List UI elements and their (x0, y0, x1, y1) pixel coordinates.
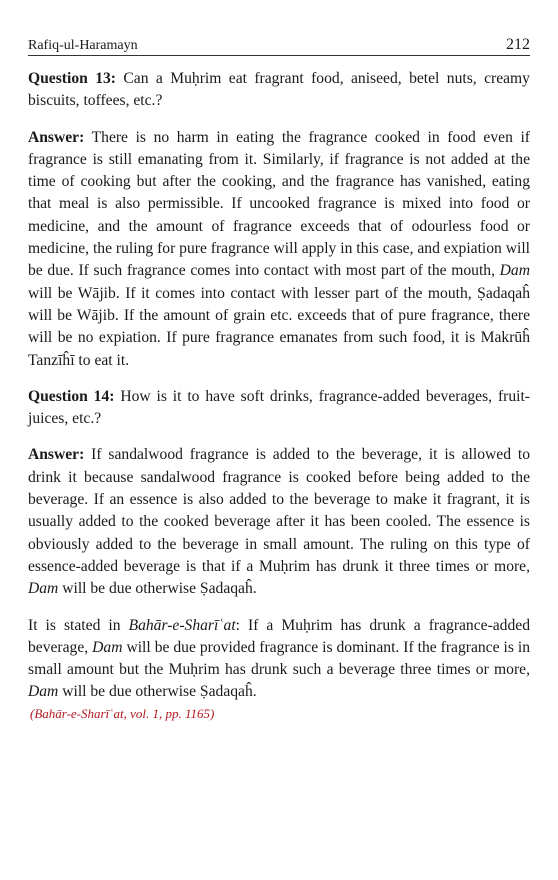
answer-13 (28, 127, 530, 372)
answer-14-text-2: will be due otherwise Ṣadaqaĥ. (58, 580, 257, 598)
answer-14-label: Answer: (28, 446, 85, 464)
page-header (28, 28, 530, 54)
quote-text-1: It is stated in (28, 616, 129, 634)
question-13-text: Can a Muḥrim eat fragrant food, aniseed, betel nuts, creamy biscuits, toffees, etc.? (28, 70, 530, 110)
page-body (28, 62, 530, 722)
bahar-quote-paragraph (28, 615, 530, 704)
answer-13-text-2: will be Wājib. If it comes into contact with lesser part of the mouth, Ṣadaqaĥ will be Wājib. If the amount of grain etc. exceeds that of pure fragrance, there will be no expiation. If pure fragrance emanates from such food, it is Makrūĥ Tanzīĥī to eat it. (28, 284, 530, 369)
book-title: Bahār-e-Sharīʿat (128, 616, 236, 634)
question-13-label: Question 13: (28, 70, 116, 87)
quote-text-3: will be due provided fragrance is dominant. If the fragrance is in small amount but the Muḥrim has drunk such a beverage three times or more, (28, 638, 530, 679)
quote-text-2: : If a Muḥrim has drunk a fragrance-added beverage, (28, 616, 530, 656)
question-14-label: Question 14: (28, 387, 115, 405)
answer-13-label: Answer: (28, 128, 85, 146)
answer-13-text-1: There is no harm in eating the fragrance cooked in food even if fragrance is still emanating from it. Similarly, if fragrance is not added at the time of cooking but after the cooking, and the fragrance has vanished, eating that meal is also permissible. If uncooked fragrance is mixed into food or medicine, and the amount of fragrance exceeds that of odourless food or medicine, the ruling for pure fragrance will apply in this case, and expiation will be due. If such fragrance comes into contact with most part of the mouth, (28, 128, 530, 280)
quote-text-4: will be due otherwise Ṣadaqaĥ. (58, 683, 257, 701)
quote-dam-1: Dam (92, 638, 123, 656)
answer-13-dam: Dam (499, 262, 530, 280)
question-13 (28, 68, 530, 113)
answer-14 (28, 444, 530, 600)
header-rule (28, 55, 530, 56)
page-number: 212 (506, 36, 530, 53)
question-14-text: How is it to have soft drinks, fragrance-added beverages, fruit-juices, etc.? (28, 387, 530, 428)
answer-14-text-1: If sandalwood fragrance is added to the beverage, it is allowed to drink it because sandalwood fragrance is cooked before being added to the beverage. If an essence is also added to the beverage to make it fragrant, it is usually added to the cooked beverage after it has been cooled. The essence is obviously added to the beverage in small amount. The ruling on this type of essence-added beverage is that if a Muḥrim has drunk it three times or more, (28, 446, 530, 575)
running-title: Rafiq-ul-Haramayn (28, 38, 138, 53)
question-14 (28, 386, 530, 431)
answer-14-dam: Dam (28, 580, 59, 598)
quote-dam-2: Dam (28, 683, 59, 701)
reference-citation: (Bahār-e-Sharīʿat, vol. 1, pp. 1165) (30, 705, 215, 721)
